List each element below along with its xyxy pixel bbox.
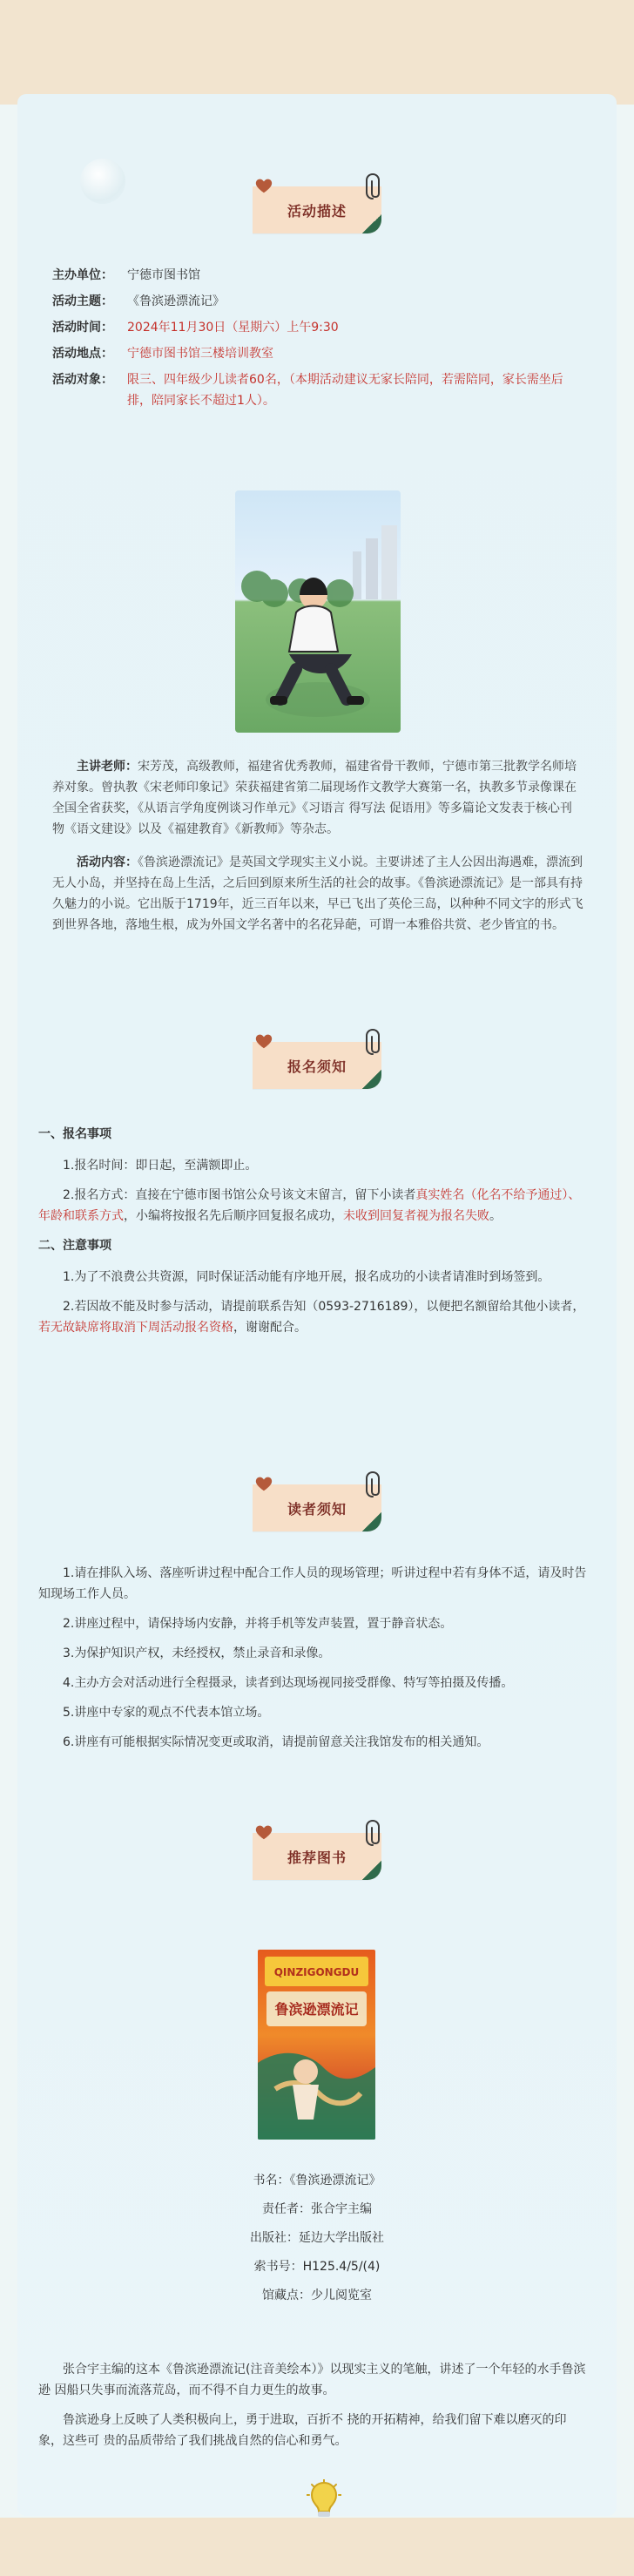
registration-text bbox=[38, 1124, 587, 1347]
book-info-line: 书名：《鲁滨逊漂流记》 bbox=[253, 2174, 381, 2187]
activity-content-text: 《鲁滨逊漂流记》是英国文学现实主义小说。主要讲述了主人公因出海遇难，漂流到无人小岛，并坚持在岛上生活，之后回到原来所生活的社会的故事。《鲁滨逊漂流记》是一部具有持久魅力的小说。它出版于1719年，近三百年以来，早已飞出了英伦三岛，以种种不同文字的形式飞到世界各地，落地生根，成为外国文学名著中的名花异葩，可谓一本雅俗共赏、老少皆宜的书。 bbox=[52, 855, 583, 932]
book-cover-top-text: QINZIGONGDU bbox=[273, 1966, 360, 1978]
registration-item-2-suffix: 。 bbox=[489, 1209, 502, 1223]
reader-note-3: 3.为保护知识产权，未经授权，禁止录音和录像。 bbox=[63, 1646, 331, 1660]
speaker-and-content bbox=[52, 756, 583, 944]
section-tag-label: 推荐图书 bbox=[287, 1849, 347, 1866]
book-cover-art bbox=[258, 1950, 375, 2140]
registration-item-2 bbox=[38, 1185, 587, 1227]
detail-value: 限三、四年级少儿读者60名，（本期活动建议无家长陪同，若需陪同，家长需坐后排，陪同家长不超过1人）。 bbox=[127, 373, 563, 408]
book-info-line: 责任者：张合宇主编 bbox=[262, 2202, 372, 2216]
book-cover-title-text: 鲁滨逊漂流记 bbox=[274, 2001, 359, 2018]
book-summary bbox=[38, 2359, 587, 2460]
book-info-line: 馆藏点：少儿阅览室 bbox=[262, 2289, 372, 2302]
speaker-label: 主讲老师： bbox=[77, 760, 138, 774]
activity-content-paragraph bbox=[52, 852, 583, 936]
section-tag-registration bbox=[253, 1042, 381, 1089]
registration-note-2-suffix: ，谢谢配合。 bbox=[233, 1321, 307, 1335]
book-summary-2: 鲁滨逊身上反映了人类积极向上，勇于进取，百折不 挠的开拓精神，给我们留下难以磨灭的印象，这些可 贵的品质带给了我们挑战自然的信心和勇气。 bbox=[38, 2413, 567, 2448]
activity-content-label: 活动内容： bbox=[77, 855, 138, 869]
registration-heading-2: 二、注意事项 bbox=[38, 1239, 111, 1253]
registration-item-2-red2: 未收到回复者视为报名失败 bbox=[343, 1209, 489, 1223]
speaker-paragraph bbox=[52, 756, 583, 840]
detail-value: 宁德市图书馆三楼培训教室 bbox=[127, 347, 273, 361]
detail-row bbox=[52, 317, 583, 338]
section-tag-label: 读者须知 bbox=[287, 1500, 347, 1518]
bottom-decor-band bbox=[0, 2518, 634, 2576]
registration-item-2-prefix: 2.报名方式：直接在宁德市图书馆公众号该文末留言，留下小读者 bbox=[63, 1188, 416, 1202]
detail-label: 活动时间： bbox=[52, 321, 113, 335]
section-tag-activity bbox=[253, 186, 381, 233]
detail-label: 主办单位： bbox=[52, 268, 113, 282]
reader-note-1: 1.请在排队入场、落座听讲过程中配合工作人员的现场管理；听讲过程中若有身体不适，请及时告知现场工作人员。 bbox=[38, 1566, 587, 1601]
registration-note-2 bbox=[38, 1296, 587, 1338]
detail-row bbox=[52, 369, 583, 411]
reader-note-2: 2.讲座过程中，请保持场内安静，并将手机等发声装置，置于静音状态。 bbox=[63, 1617, 453, 1631]
activity-details bbox=[52, 265, 583, 416]
reader-note-5: 5.讲座中专家的观点不代表本馆立场。 bbox=[63, 1706, 270, 1720]
registration-note-2-prefix: 2.若因故不能及时参与活动，请提前联系告知（0593-2716189），以便把名额留给其他小读者， bbox=[63, 1300, 585, 1314]
section-tag-recommended-book bbox=[253, 1833, 381, 1880]
detail-label: 活动对象： bbox=[52, 373, 113, 387]
speaker-text: 宋芳茂，高级教师，福建省优秀教师，福建省骨干教师，宁德市第三批教学名师培养对象。曾执教《宋老师印象记》荣获福建省第二届现场作文教学大赛第一名，执教多节录像课在全国全省获奖，《从语言学角度例谈习作单元》《习语言 得写法 促语用》等多篇论文发表于核心刊物《语文建设》以及《福建教育》《新教师》等杂志。 bbox=[52, 760, 577, 836]
detail-label: 活动地点： bbox=[52, 347, 113, 361]
detail-row bbox=[52, 291, 583, 312]
section-tag-label: 报名须知 bbox=[287, 1058, 347, 1075]
detail-row bbox=[52, 265, 583, 286]
registration-heading-1: 一、报名事项 bbox=[38, 1127, 111, 1141]
reader-note-4: 4.主办方会对活动进行全程摄录，读者到达现场视同接受群像、特写等拍摄及传播。 bbox=[63, 1676, 514, 1690]
reader-notes bbox=[38, 1563, 587, 1761]
section-tag-label: 活动描述 bbox=[287, 202, 347, 220]
book-info-line: 出版社：延边大学出版社 bbox=[250, 2231, 384, 2245]
book-cover bbox=[258, 1950, 375, 2140]
detail-value: 宁德市图书馆 bbox=[127, 268, 200, 282]
speaker-photo-art bbox=[235, 490, 401, 733]
speaker-photo bbox=[235, 490, 401, 733]
reader-note-6: 6.讲座有可能根据实际情况变更或取消，请提前留意关注我馆发布的相关通知。 bbox=[63, 1735, 489, 1749]
registration-item-2-mid: ，小编将按报名先后顺序回复报名成功， bbox=[124, 1209, 343, 1223]
registration-item-2-red1: 真实姓名（化名不给予通过）、年龄和联系方式 bbox=[38, 1188, 581, 1223]
book-info bbox=[0, 2169, 634, 2313]
detail-value: 2024年11月30日（星期六）上午9:30 bbox=[127, 321, 339, 335]
detail-row bbox=[52, 343, 583, 364]
book-summary-1: 张合宇主编的这本《鲁滨逊漂流记(注音美绘本）》以现实主义的笔触，讲述了一个年轻的水手鲁滨逊 因船只失事而流落荒岛，而不得不自力更生的故事。 bbox=[38, 2363, 586, 2397]
registration-item-1: 1.报名时间：即日起，至满额即止。 bbox=[63, 1159, 258, 1173]
registration-note-1: 1.为了不浪费公共资源，同时保证活动能有序地开展，报名成功的小读者请准时到场签到。 bbox=[63, 1270, 550, 1284]
detail-value: 《鲁滨逊漂流记》 bbox=[127, 294, 225, 308]
detail-label: 活动主题： bbox=[52, 294, 113, 308]
registration-note-2-red: 若无故缺席将取消下周活动报名资格 bbox=[38, 1321, 233, 1335]
book-info-line: 索书号：H125.4/5/(4) bbox=[253, 2260, 381, 2274]
section-tag-reader-notes bbox=[253, 1484, 381, 1531]
